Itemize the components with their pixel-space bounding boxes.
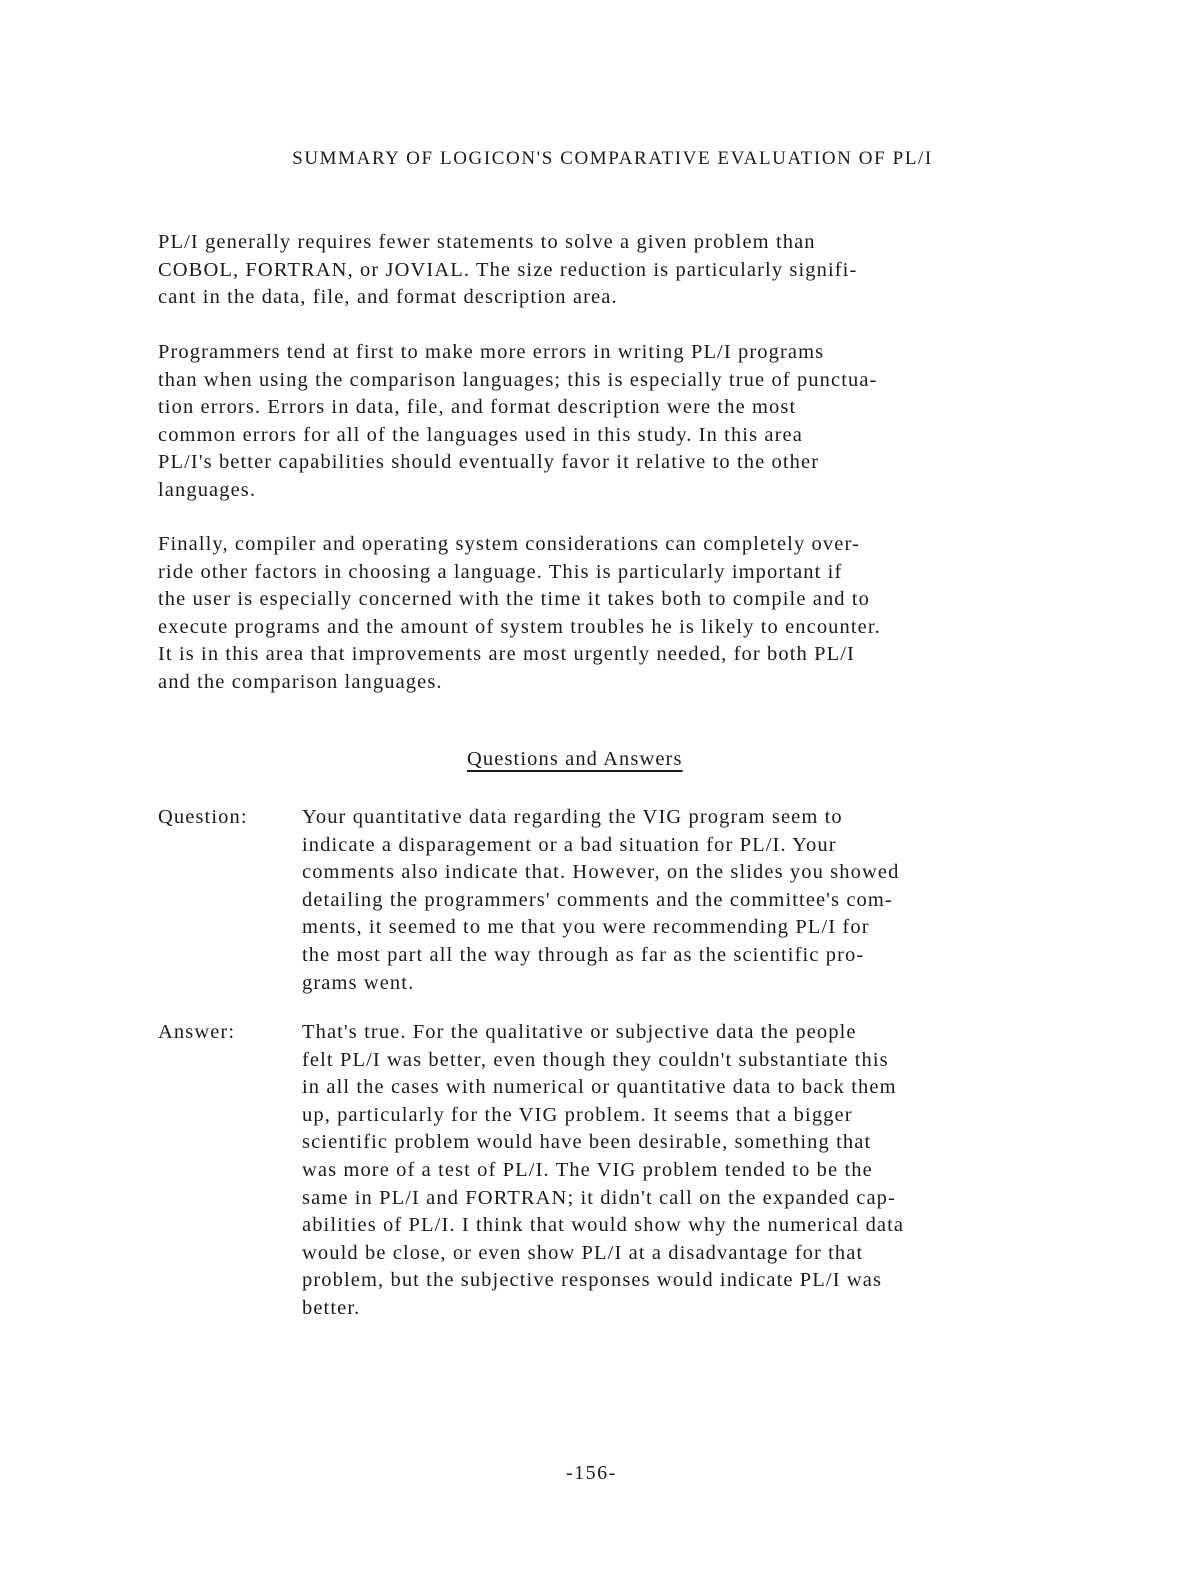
text-line: abilities of PL/I. I think that would show why the numerical data <box>302 1214 905 1237</box>
text-line: That's true. For the qualitative or subjective data the people <box>302 1021 857 1043</box>
text-line: up, particularly for the VIG problem. It seems that a bigger <box>302 1103 853 1126</box>
text-line: the user is especially concerned with the time it takes both to compile and to <box>158 588 871 611</box>
text-line: in all the cases with numerical or quantitative data to back them <box>302 1076 897 1099</box>
text-line: same in PL/I and FORTRAN; it didn't call on the expanded cap- <box>302 1186 896 1209</box>
text-line: ride other factors in choosing a language. This is particularly important if <box>158 560 843 583</box>
text-line: It is in this area that improvements are most urgently needed, for both PL/I <box>158 643 855 666</box>
text-line: grams went. <box>302 971 415 994</box>
paragraph-1 <box>158 229 857 312</box>
text-line: comments also indicate that. However, on the slides you showed <box>302 861 900 884</box>
text-line: Finally, compiler and operating system considerations can completely over- <box>158 533 860 555</box>
text-line: better. <box>302 1296 361 1319</box>
text-line: indicate a disparagement or a bad situation for PL/I. Your <box>302 833 837 856</box>
text-line: execute programs and the amount of system troubles he is likely to encounter. <box>158 615 881 638</box>
text-line: Your quantitative data regarding the VIG program seem to <box>302 806 843 828</box>
text-line: PL/I's better capabilities should eventually favor it relative to the other <box>158 451 820 474</box>
text-line: common errors for all of the languages used in this study. In this area <box>158 423 803 446</box>
text-line: PL/I generally requires fewer statements to solve a given problem than <box>158 231 816 253</box>
text-line: and the comparison languages. <box>158 670 443 693</box>
text-line: felt PL/I was better, even though they couldn't substantiate this <box>302 1048 889 1071</box>
text-line: ments, it seemed to me that you were recommending PL/I for <box>302 916 870 939</box>
text-line: would be close, or even show PL/I at a disadvantage for that <box>302 1241 864 1264</box>
text-line: problem, but the subjective responses would indicate PL/I was <box>302 1269 883 1292</box>
answer-label: Answer: <box>158 1021 236 1043</box>
text-line: COBOL, FORTRAN, or JOVIAL. The size reduction is particularly signifi- <box>158 258 858 281</box>
paragraph-3 <box>158 531 881 697</box>
qa-heading: Questions and Answers <box>467 748 683 770</box>
text-line: was more of a test of PL/I. The VIG problem tended to be the <box>302 1158 873 1181</box>
page-number: -156- <box>566 1462 617 1484</box>
answer-text <box>302 1019 904 1323</box>
text-line: the most part all the way through as far as the scientific pro- <box>302 943 865 966</box>
text-line: than when using the comparison languages; this is especially true of punctua- <box>158 368 878 391</box>
text-line: languages. <box>158 478 257 501</box>
text-line: Programmers tend at first to make more errors in writing PL/I programs <box>158 341 825 363</box>
page-title: SUMMARY OF LOGICON'S COMPARATIVE EVALUATION OF PL/I <box>292 148 933 169</box>
text-line: cant in the data, file, and format description area. <box>158 286 618 309</box>
question-text <box>302 804 899 997</box>
paragraph-2 <box>158 339 877 505</box>
text-line: scientific problem would have been desirable, something that <box>302 1131 872 1154</box>
text-line: tion errors. Errors in data, file, and format description were the most <box>158 396 797 419</box>
question-label: Question: <box>158 806 248 828</box>
text-line: detailing the programmers' comments and the committee's com- <box>302 888 893 911</box>
